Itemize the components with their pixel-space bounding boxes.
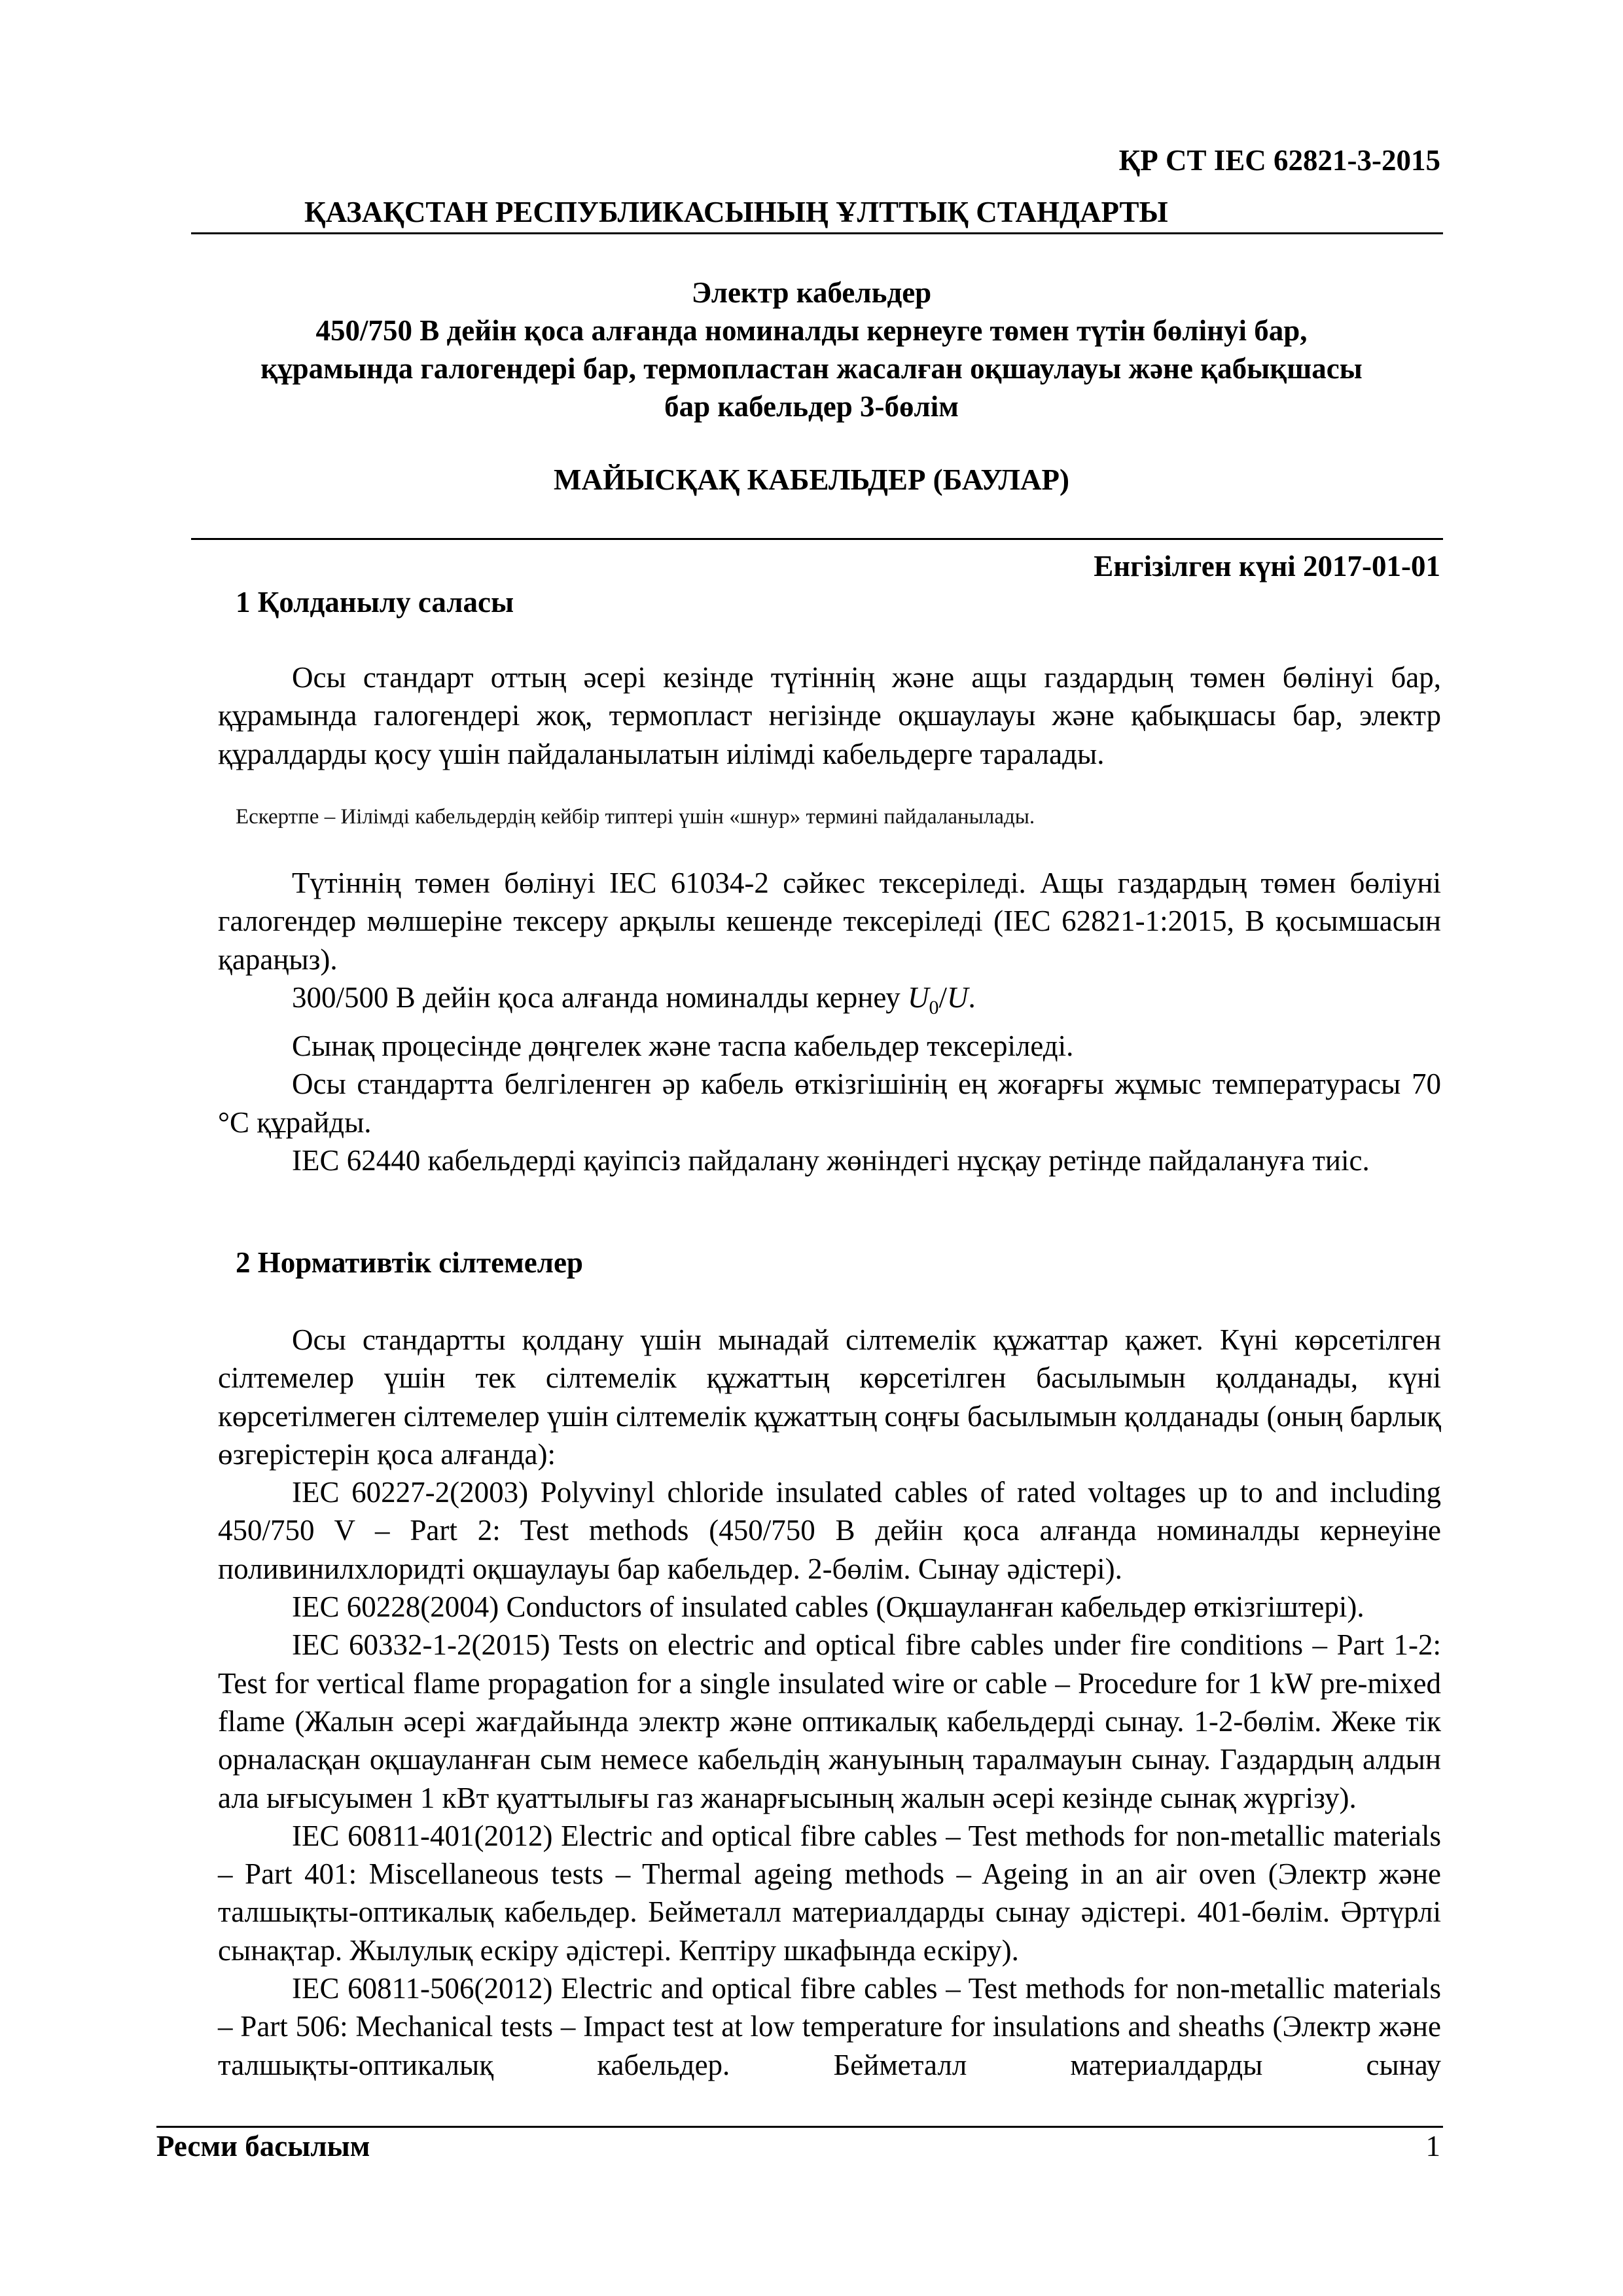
note: Ескертпе – Иілімді кабельдердің кейбір типтері үшін «шнур» термині пайдаланылады. (236, 805, 1035, 829)
official-edition-label: Ресми басылым (156, 2130, 370, 2162)
paragraph: Осы стандартта белгіленген әр кабель өткізгішінің ең жоғарғы жұмыс температурасы 70 °С құрайды. (218, 1067, 1441, 1139)
title-rule (191, 538, 1443, 540)
paragraph: Осы стандарт оттың әсері кезінде түтіннің және ащы газдардың төмен бөлінуі бар, құрамында галогендері жоқ, термопласт негізінде оқшаулауы және қабықшасы бар, электр құралдарды қосу үшін пайдаланылатын иілімді кабельдерге таралады. (218, 661, 1441, 770)
slash: / (938, 980, 947, 1014)
national-standard-heading: ҚАЗАҚСТАН РЕСПУБЛИКАСЫНЫҢ ҰЛТТЫҚ СТАНДАРТЫ (304, 196, 1168, 228)
document-title (196, 274, 1427, 425)
title-line-2: 450/750 В дейін қоса алғанда номиналды кернеуге төмен түтін бөлінуі бар, (315, 314, 1308, 347)
subscript-zero: 0 (929, 996, 939, 1018)
paragraph-rated-voltage (218, 978, 1441, 1027)
reference-item: IEC 60227-2(2003) Polyvinyl chloride insulated cables of rated voltages up to and including 450/750 V – Part 2: Test methods (450/750 В дейін қоса алғанда номиналды кернеуіне поливинилхлоридті оқшаулауы бар кабельдер. 2-бөлім. Сынау әдістері). (218, 1476, 1441, 1585)
section-2-heading: 2 Нормативтік сілтемелер (236, 1246, 583, 1279)
symbol-u: U (946, 980, 969, 1014)
paragraph: Түтіннің төмен бөлінуі IEC 61034-2 сәйкес тексеріледі. Ащы газдардың төмен бөліуні галогендер мөлшеріне тексеру арқылы кешенде тексеріледі (IEC 62821-1:2015, В қосымшасын қараңыз). (218, 867, 1441, 976)
document-subtitle: МАЙЫСҚАҚ КАБЕЛЬДЕР (БАУЛАР) (554, 463, 1069, 496)
section-1-body-b (218, 864, 1441, 1179)
title-line-4: бар кабельдер 3-бөлім (664, 390, 959, 423)
reference-item: IEC 60228(2004) Conductors of insulated cables (Оқшауланған кабельдер өткізгіштері). (292, 1590, 1364, 1624)
symbol-u: U (907, 980, 929, 1014)
section-1-heading: 1 Қолданылу саласы (236, 586, 514, 619)
reference-item: IEC 60811-401(2012) Electric and optical fibre cables – Test methods for non-metallic materials – Part 401: Miscellaneous tests – Thermal ageing methods – Ageing in an air oven (Электр және талшықты-оптикалық кабельдер. Бейметалл материалдарды сынау әдістері. 401-бөлім. Әртүрлі сынақтар. Жылулық ескіру әдістері. Кептіру шкафында ескіру). (218, 1819, 1441, 1967)
paragraph: Осы стандартты қолдану үшін мынадай сілтемелік құжаттар қажет. Күні көрсетілген сілтемелер үшін тек сілтемелік құжаттың көрсетілген басылымын қолданады, күні көрсетілмеген сілтемелер үшін сілтемелік құжаттың соңғы басылымын қолданады (оның барлық өзгерістерін қоса алғанда): (218, 1323, 1441, 1471)
title-line-3: құрамында галогендері бар, термопластан жасалған оқшаулауы және қабықшасы (260, 352, 1363, 385)
section-2-body (218, 1321, 1441, 2084)
reference-item: IEC 60811-506(2012) Electric and optical fibre cables – Test methods for non-metallic materials – Part 506: Mechanical tests – Impact test at low temperature for insulations and sheaths (Электр және талшықты-оптикалық кабельдер. Бейметалл материалдарды сынау (218, 1972, 1441, 2081)
reference-item: IEC 60332-1-2(2015) Tests on electric and optical fibre cables under fire conditions – Part 1-2: Test for vertical flame propagation for a single insulated wire or cable – Procedure for 1 kW pre-mixed flame (Жалын әсері жағдайында электр және оптикалық кабельдерді сынау. 1-2-бөлім. Жеке тік орналасқан оқшауланған сым немесе кабельдің жануының таралмауын сынау. Газдардың алдын ала ығысуымен 1 кВт қуаттылығы газ жанарғысының жалын әсері кезінде сынақ жүргізу). (218, 1628, 1441, 1814)
effective-date: Енгізілген күні 2017-01-01 (1094, 550, 1440, 583)
rated-voltage-text: 300/500 В дейін қоса алғанда номиналды кернеу (292, 980, 908, 1014)
header-rule (191, 232, 1443, 234)
section-1-body-a (218, 658, 1441, 773)
paragraph: Сынақ процесінде дөңгелек және таспа кабельдер тексеріледі. (292, 1030, 1074, 1063)
period: . (968, 980, 976, 1014)
document-code: ҚР СТ IEC 62821-3-2015 (1118, 144, 1440, 177)
page-number: 1 (1425, 2130, 1440, 2162)
paragraph: IEC 62440 кабельдерді қауіпсіз пайдалану жөніндегі нұсқау ретінде пайдалануға тиіс. (292, 1144, 1370, 1177)
title-line-1: Электр кабельдер (691, 276, 932, 309)
